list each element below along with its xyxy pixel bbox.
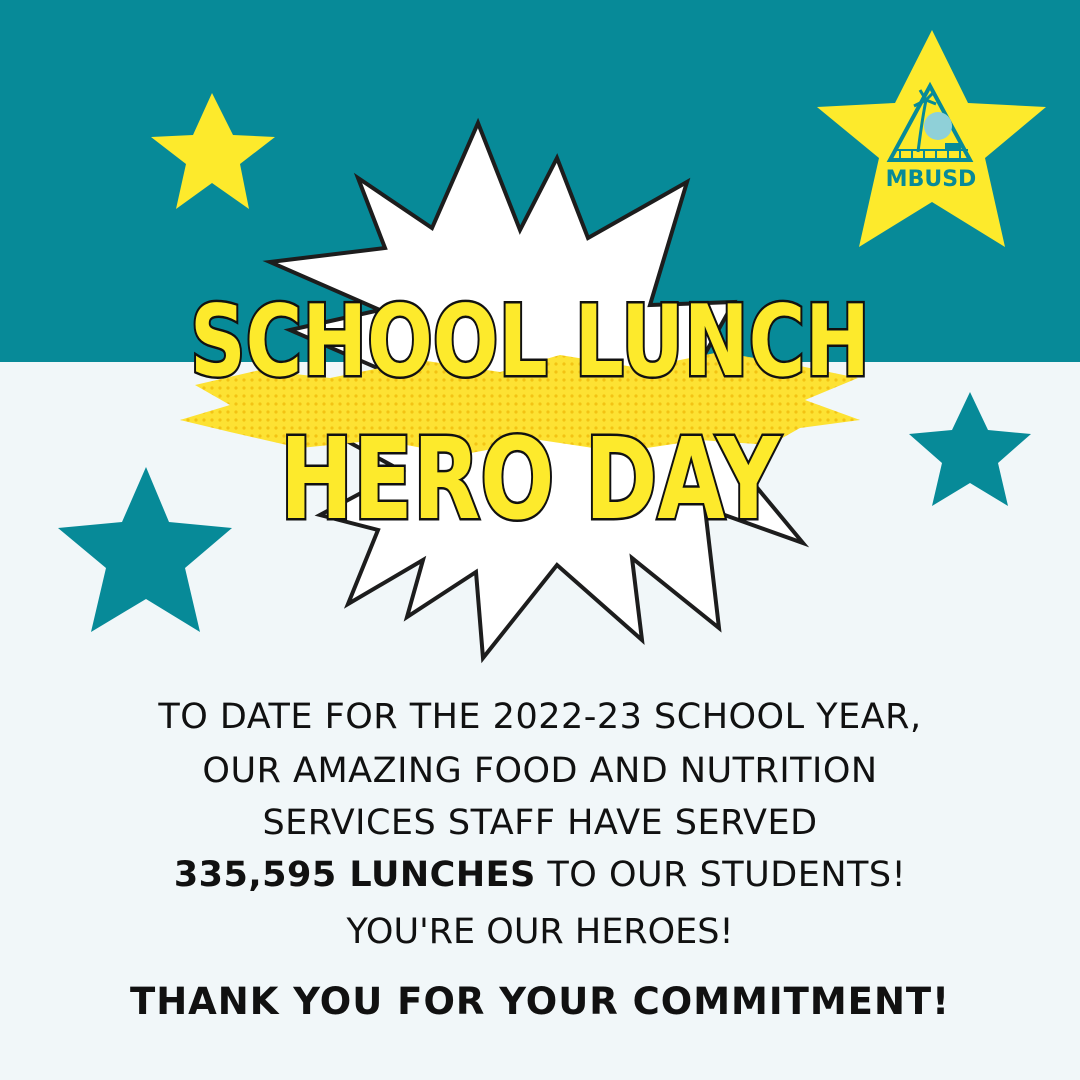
thank-you-text: THANK YOU FOR YOUR COMMITMENT! bbox=[129, 980, 951, 1023]
message-line-4-rest: TO OUR STUDENTS! bbox=[535, 855, 907, 895]
title-line-2: HERO DAY bbox=[280, 415, 782, 545]
logo-text: MBUSD bbox=[885, 167, 977, 192]
hero-title bbox=[190, 285, 870, 545]
message-line-4 bbox=[0, 848, 1080, 902]
title-line-1: SCHOOL LUNCH bbox=[190, 285, 870, 399]
message-line-2: OUR AMAZING FOOD AND NUTRITION bbox=[202, 751, 878, 791]
message-line-1: TO DATE FOR THE 2022-23 SCHOOL YEAR, bbox=[158, 697, 922, 737]
star-icon bbox=[58, 467, 232, 632]
logo-sun-icon bbox=[924, 112, 952, 140]
star-icon bbox=[909, 392, 1031, 506]
lunch-count: 335,595 LUNCHES bbox=[173, 855, 536, 895]
logo-star-icon bbox=[817, 30, 1046, 247]
message-line-3: SERVICES STAFF HAVE SERVED bbox=[262, 803, 818, 843]
star-icon bbox=[151, 93, 275, 209]
heroes-text: YOU'RE OUR HEROES! bbox=[346, 912, 734, 952]
